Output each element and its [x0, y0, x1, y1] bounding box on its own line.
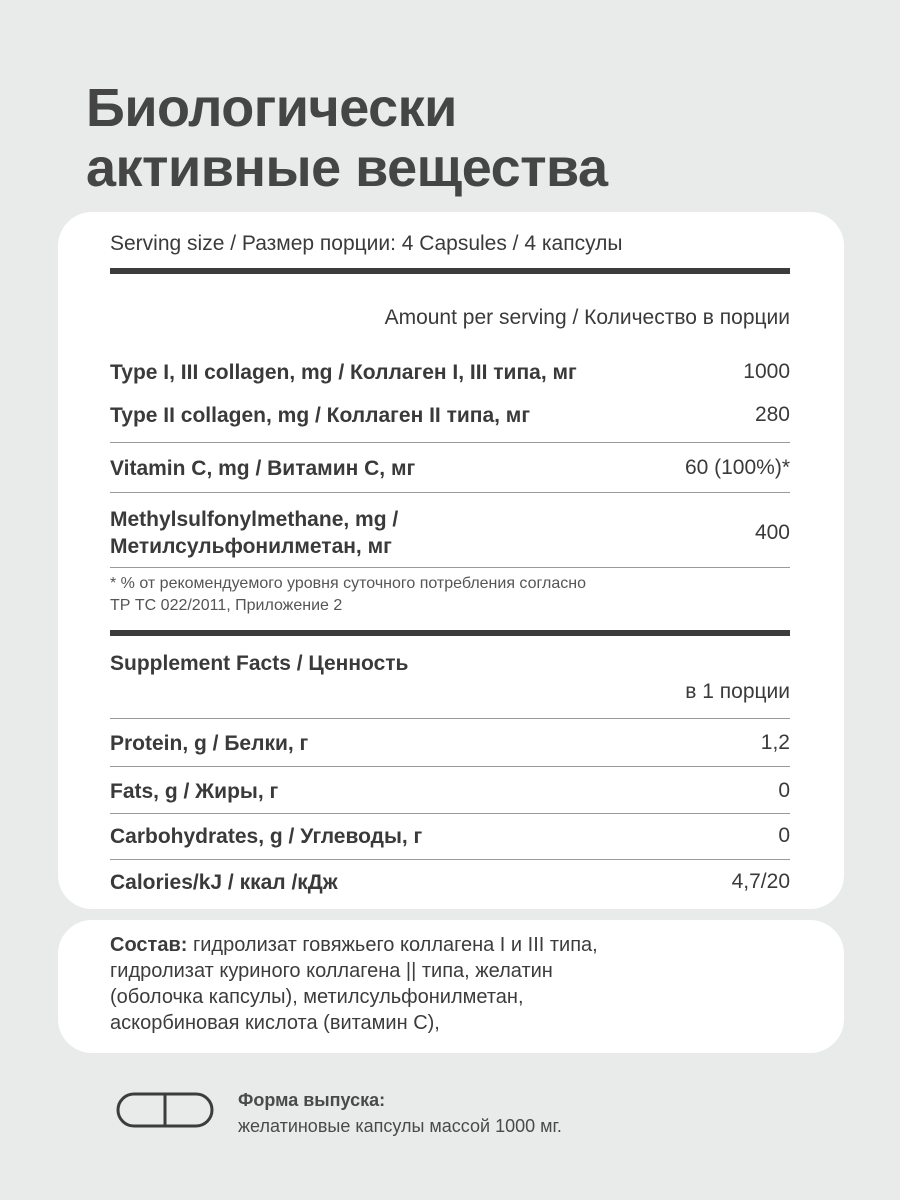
facts-title: Supplement Facts / Ценность: [110, 651, 409, 675]
facts-label: Calories/kJ / ккал /кДж: [110, 870, 338, 894]
title-line-2: активные вещества: [86, 138, 608, 198]
amount-header: Amount per serving / Количество в порции: [384, 306, 790, 329]
divider: [110, 813, 790, 814]
divider: [110, 859, 790, 860]
nutrition-card: [58, 212, 844, 909]
page-title: [86, 78, 608, 198]
divider: [110, 442, 790, 443]
nutrient-label: Type I, III collagen, mg / Коллаген I, III типа, мг: [110, 360, 577, 384]
composition-line: (оболочка капсулы), метилсульфонилметан,: [110, 986, 524, 1008]
divider: [110, 567, 790, 568]
footnote-line: ТР ТС 022/2011, Приложение 2: [110, 597, 343, 614]
title-line-1: Биологически: [86, 78, 457, 138]
release-form: [238, 1087, 562, 1139]
release-form-text: желатиновые капсулы массой 1000 мг.: [238, 1116, 562, 1136]
serving-size: Serving size / Размер порции: 4 Capsules / 4 капсулы: [110, 232, 623, 255]
divider: [110, 766, 790, 767]
footnote-line: * % от рекомендуемого уровня суточного потребления согласно: [110, 575, 586, 592]
nutrient-label-line: Метилсульфонилметан, мг: [110, 535, 392, 558]
facts-value: 0: [778, 824, 790, 847]
facts-row: [110, 722, 790, 764]
facts-value: 4,7/20: [731, 870, 790, 893]
capsule-icon: [116, 1092, 214, 1128]
divider-thick: [110, 630, 790, 636]
nutrient-label: Vitamin C, mg / Витамин С, мг: [110, 456, 416, 480]
facts-subheader: в 1 порции: [685, 680, 790, 703]
facts-label: Fats, g / Жиры, г: [110, 779, 279, 803]
facts-label: Protein, g / Белки, г: [110, 731, 309, 755]
release-form-title: Форма выпуска:: [238, 1090, 386, 1110]
nutrient-value: 280: [754, 403, 790, 426]
composition-line: гидролизат куриного коллагена || типа, желатин: [110, 960, 553, 982]
divider: [110, 718, 790, 719]
facts-value: 0: [778, 779, 790, 802]
facts-row: [110, 771, 790, 811]
nutrient-row: [110, 448, 790, 488]
composition-line: гидролизат говяжьего коллагена I и III типа,: [187, 934, 598, 956]
nutrient-row: [110, 399, 790, 431]
nutrient-label: [110, 506, 398, 560]
composition-text: [110, 932, 810, 1036]
nutrient-label-line: Methylsulfonylmethane, mg /: [110, 508, 399, 531]
nutrient-row: [110, 356, 790, 388]
facts-value: 1,2: [760, 731, 790, 754]
facts-label: Carbohydrates, g / Углеводы, г: [110, 824, 423, 848]
footnote: [110, 573, 790, 617]
composition-label: Состав:: [110, 934, 188, 956]
composition-card: [58, 920, 844, 1053]
divider-thick: [110, 268, 790, 274]
nutrient-row: [110, 502, 790, 564]
facts-row: [110, 816, 790, 856]
nutrient-label: Type II collagen, mg / Коллаген II типа, мг: [110, 403, 531, 427]
divider: [110, 492, 790, 493]
facts-row: [110, 864, 790, 900]
facts-header: [110, 648, 790, 678]
nutrient-value: 60 (100%)*: [684, 456, 790, 479]
nutrient-value: 400: [754, 521, 790, 544]
composition-line: аскорбиновая кислота (витамин С),: [110, 1012, 440, 1034]
nutrient-value: 1000: [743, 360, 790, 383]
